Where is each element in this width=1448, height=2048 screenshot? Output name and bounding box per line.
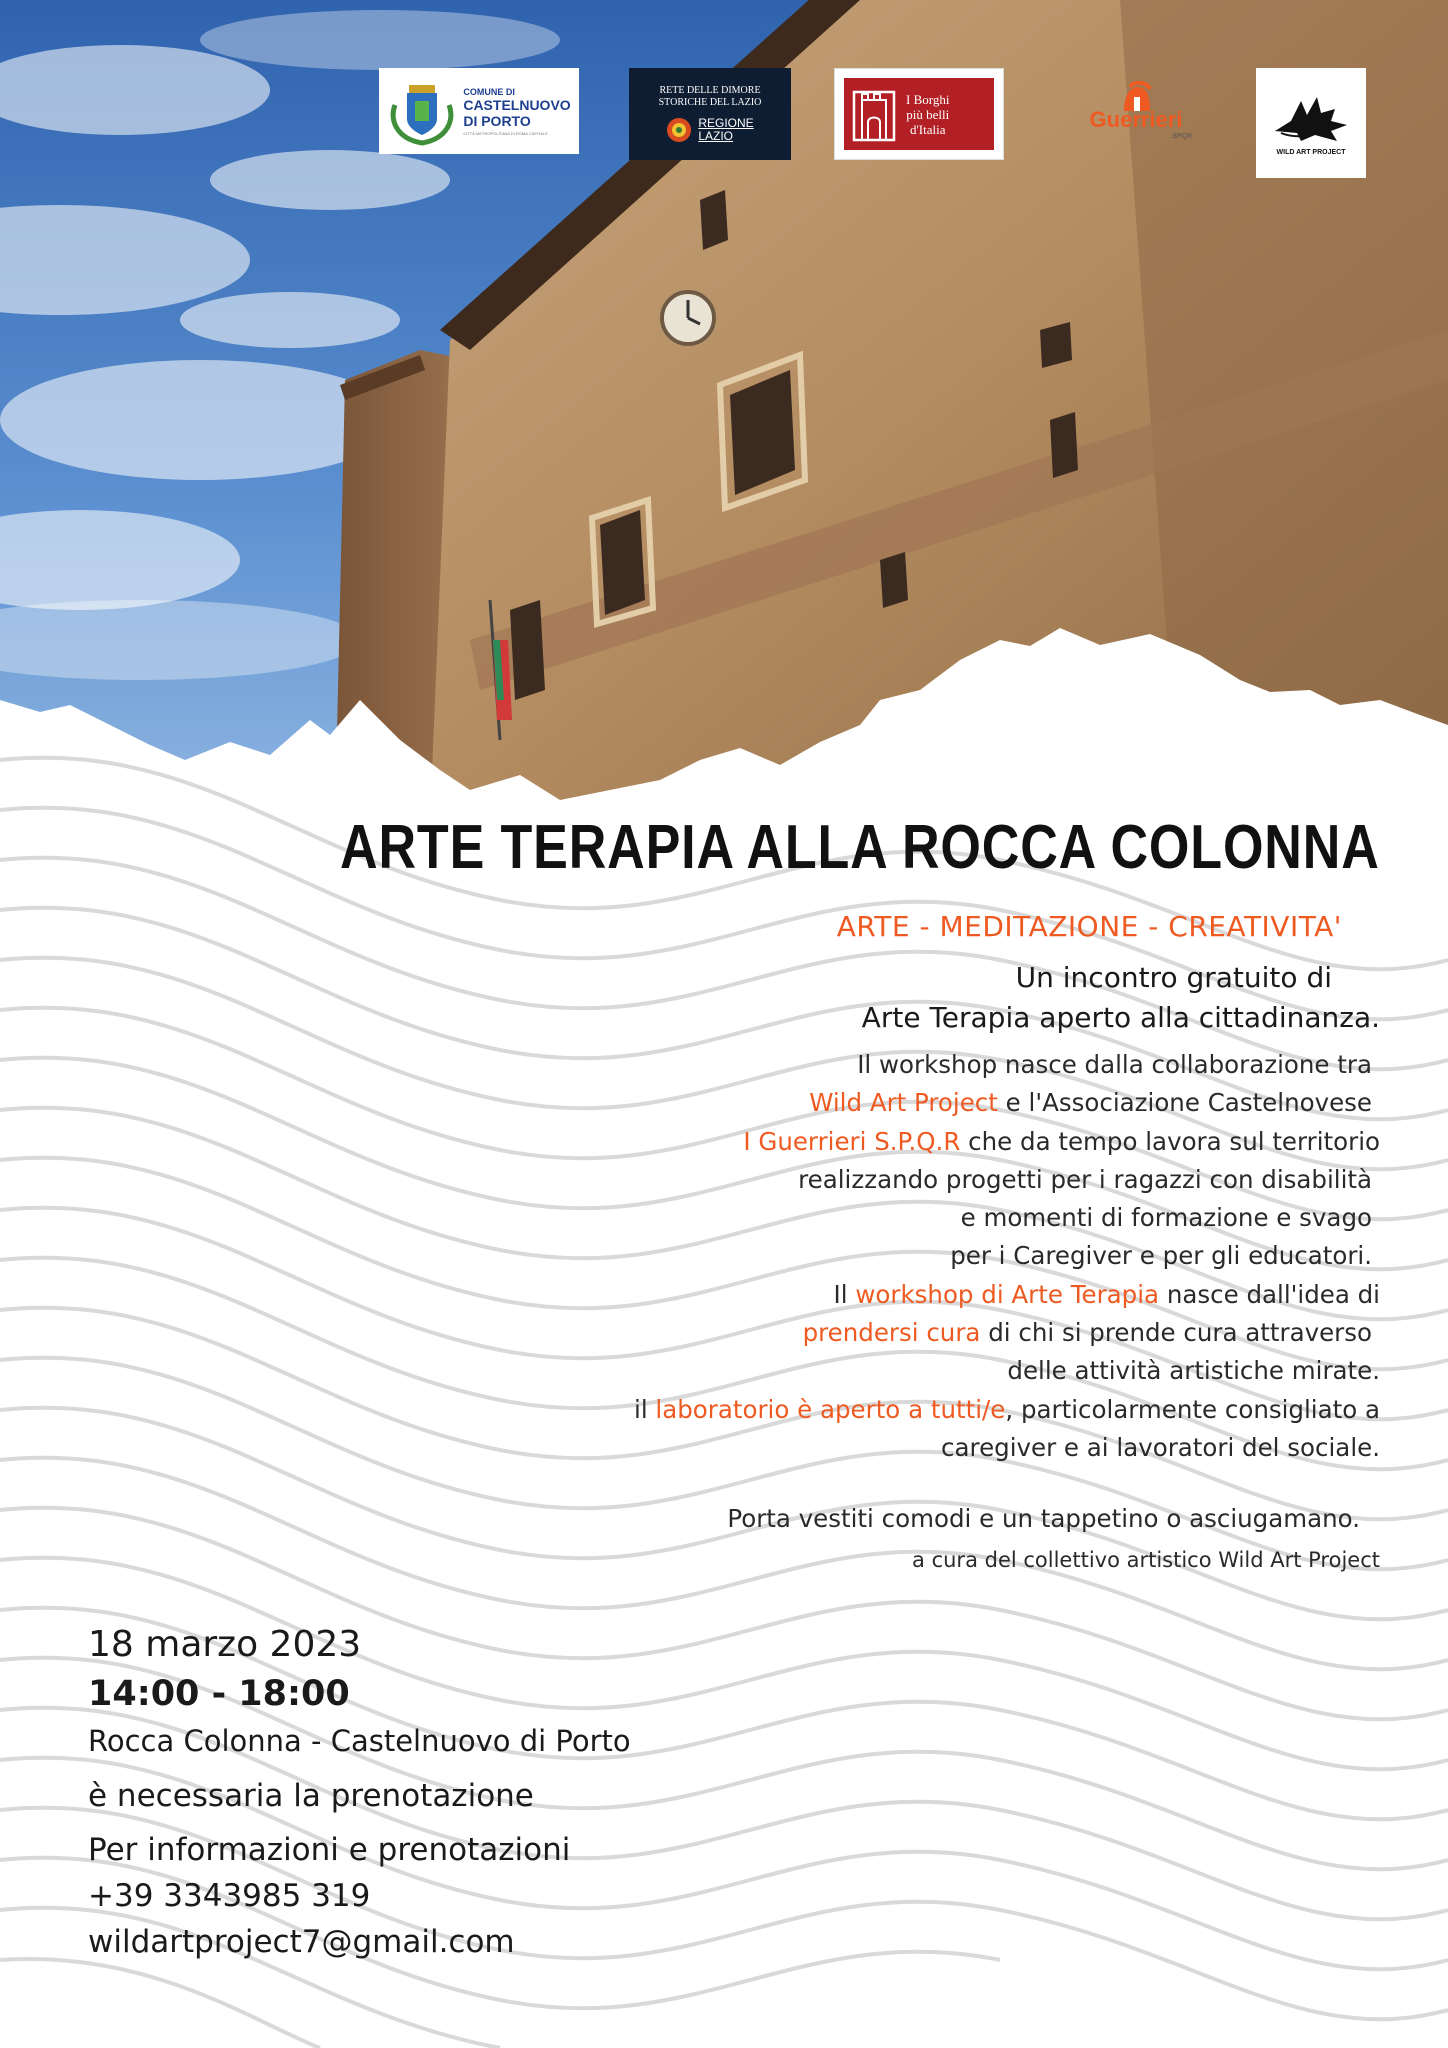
regione-lazio-emblem-icon [666,117,692,143]
wolf-head-icon [1271,91,1351,147]
intro-line: Un incontro gratuito di [1015,961,1332,994]
logo-text: STORICHE DEL LAZIO [658,97,762,108]
event-time: 14:00 - 18:00 [88,1674,350,1714]
text: caregiver e ai lavoratori del sociale. [941,1432,1380,1462]
subtitle: ARTE - MEDITAZIONE - CREATIVITA' [836,910,1342,943]
booking-required-note: è necessaria la prenotazione [88,1778,534,1814]
municipal-crest-icon [387,75,457,147]
highlight-text: laboratorio è aperto a tutti/e [655,1394,1006,1424]
text: e momenti di formazione e svago [960,1203,1372,1233]
contact-email: wildartproject7@gmail.com [88,1924,515,1960]
event-date: 18 marzo 2023 [88,1624,362,1665]
highlight-text: prendersi cura [802,1318,981,1348]
text: il [634,1394,656,1424]
text: Il workshop nasce dalla collaborazione tra [857,1050,1372,1079]
logo-text: SPQR [1172,132,1192,140]
intro-text [862,958,1380,1038]
highlight-text: I Guerrieri S.P.Q.R [743,1126,961,1156]
description-line [634,1314,1380,1352]
intro-line: Arte Terapia aperto alla cittadinanza. [861,1001,1380,1034]
bring-items-note: Porta vestiti comodi e un tappetino o asciugamano. [727,1504,1360,1533]
logo-text: COMUNE DI [463,86,515,97]
i-guerrieri-spqr-logo [1064,68,1208,152]
highlight-text: Wild Art Project [809,1088,998,1118]
description-line [634,1237,1380,1275]
borgo-tower-icon [852,86,896,142]
logo-text: RETE DELLE DIMORE [659,85,761,96]
description-line [634,1352,1380,1390]
wild-art-project-logo [1256,68,1366,178]
highlight-text: workshop di Arte Terapia [855,1279,1160,1309]
rete-dimore-storiche-lazio-logo [629,68,791,160]
contact-label: Per informazioni e prenotazioni [88,1832,571,1868]
text: , particolarmente consigliato a [1005,1394,1380,1424]
credit-line: a cura del collettivo artistico Wild Art Project [912,1548,1380,1572]
text: Il [833,1279,856,1309]
logo-text: CITTÀ METROPOLITANA DI ROMA CAPITALE [463,130,548,136]
description-line [634,1429,1380,1467]
logo-text: REGIONE [698,116,754,130]
description-line [634,1161,1380,1199]
description-line [634,1391,1380,1429]
logo-text: I Borghi [906,91,950,107]
logo-text: DI PORTO [463,112,531,129]
text: per i Caregiver e per gli educatori. [950,1241,1372,1271]
logo-text: più belli [906,106,950,122]
logo-text: CASTELNUOVO [463,96,571,113]
description-line [634,1046,1380,1084]
text: nasce dall'idea di [1159,1279,1380,1309]
description [634,1046,1380,1467]
description-line [634,1084,1380,1122]
borghi-piu-belli-italia-logo [834,68,1004,160]
logo-text: WILD ART PROJECT [1276,148,1346,156]
logo-text: Guerrieri [1089,106,1183,132]
page-title: ARTE TERAPIA ALLA ROCCA COLONNA [340,813,1380,882]
text: realizzando progetti per i ragazzi con disabilità [798,1164,1372,1194]
text: e l'Associazione Castelnovese [997,1088,1372,1118]
description-line [634,1276,1380,1314]
description-line [634,1123,1380,1161]
text: che da tempo lavora sul territorio [960,1126,1380,1156]
description-line [634,1199,1380,1237]
logo-text: LAZIO [698,129,734,143]
text: delle attività artistiche mirate. [1007,1356,1380,1386]
text: di chi si prende cura attraverso [980,1318,1372,1348]
castelnuovo-di-porto-logo [379,68,579,154]
event-location: Rocca Colonna - Castelnuovo di Porto [88,1724,631,1758]
logo-text: d'Italia [909,121,946,137]
contact-phone: +39 3343985 319 [88,1878,371,1914]
